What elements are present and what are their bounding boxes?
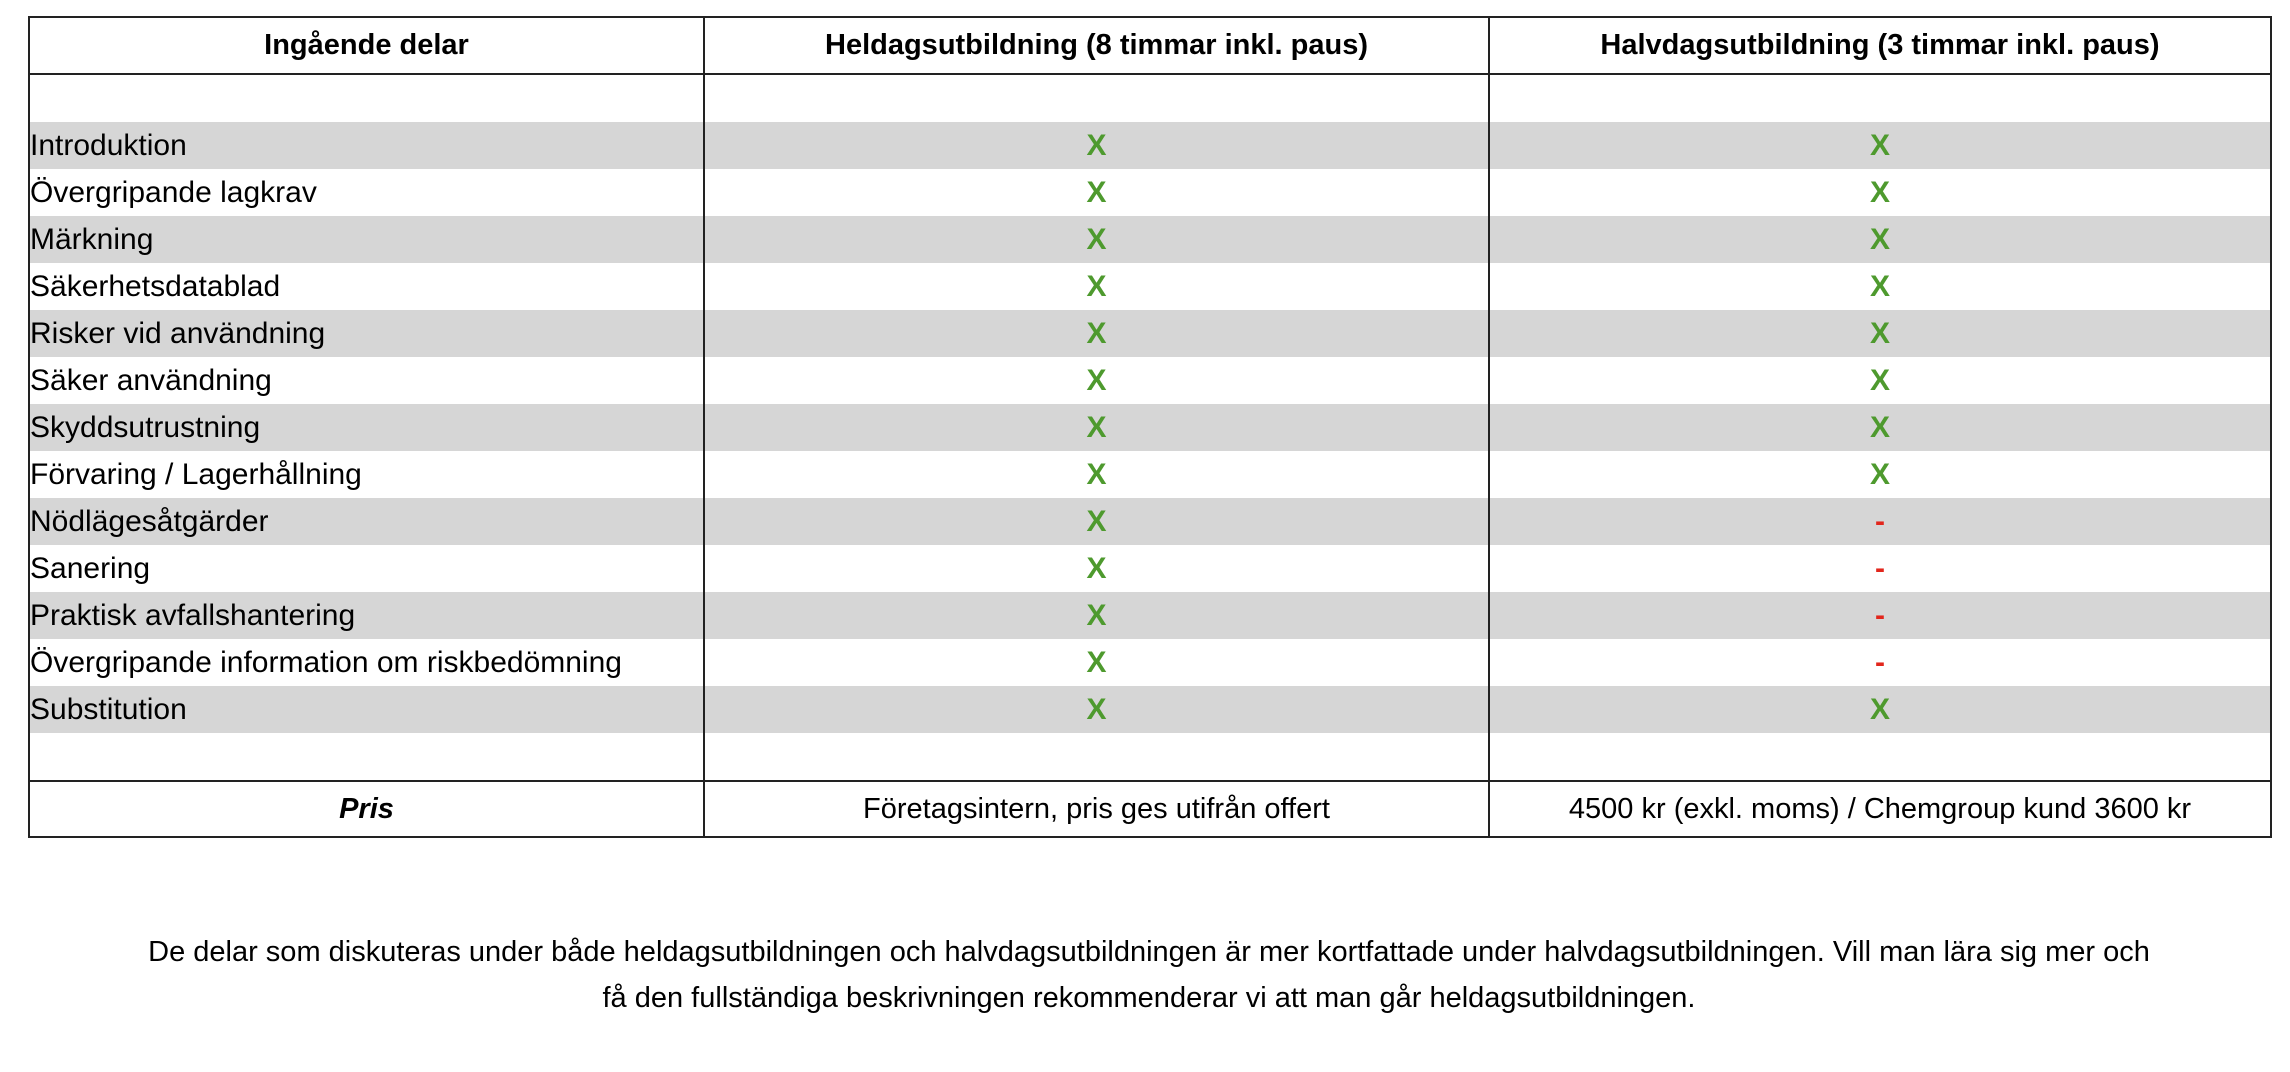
spacer-cell xyxy=(704,74,1489,122)
table-spacer-row xyxy=(29,733,2271,781)
table-row xyxy=(29,545,2271,592)
half-day-cell xyxy=(1489,686,2271,733)
included-mark: X xyxy=(1869,222,1890,256)
table-row xyxy=(29,592,2271,639)
row-label: Sanering xyxy=(29,545,704,592)
full-day-cell xyxy=(704,263,1489,310)
table-header-row xyxy=(29,17,2271,74)
included-mark: X xyxy=(1086,598,1107,632)
included-mark: X xyxy=(1086,692,1107,726)
table-row xyxy=(29,404,2271,451)
table-row xyxy=(29,357,2271,404)
full-day-cell xyxy=(704,357,1489,404)
included-mark: X xyxy=(1869,316,1890,350)
spacer-cell xyxy=(29,733,704,781)
full-day-cell xyxy=(704,169,1489,216)
row-label: Säker användning xyxy=(29,357,704,404)
included-mark: X xyxy=(1086,457,1107,491)
table-body xyxy=(29,74,2271,837)
included-mark: X xyxy=(1869,692,1890,726)
excluded-mark: - xyxy=(1875,551,1885,585)
excluded-mark: - xyxy=(1875,504,1885,538)
full-day-cell xyxy=(704,216,1489,263)
included-mark: X xyxy=(1869,363,1890,397)
half-day-cell xyxy=(1489,357,2271,404)
table-row xyxy=(29,122,2271,169)
table-row xyxy=(29,498,2271,545)
included-mark: X xyxy=(1086,269,1107,303)
half-day-cell xyxy=(1489,498,2271,545)
row-label: Praktisk avfallshantering xyxy=(29,592,704,639)
table-row xyxy=(29,451,2271,498)
half-day-cell xyxy=(1489,451,2271,498)
included-mark: X xyxy=(1086,363,1107,397)
half-day-cell xyxy=(1489,310,2271,357)
included-mark: X xyxy=(1869,128,1890,162)
included-mark: X xyxy=(1086,128,1107,162)
half-day-cell xyxy=(1489,263,2271,310)
price-half-day: 4500 kr (exkl. moms) / Chemgroup kund 3600 kr xyxy=(1489,781,2271,837)
included-mark: X xyxy=(1869,175,1890,209)
excluded-mark: - xyxy=(1875,645,1885,679)
table-row xyxy=(29,216,2271,263)
included-mark: X xyxy=(1086,645,1107,679)
row-label: Introduktion xyxy=(29,122,704,169)
footnote-line-2: få den fullständiga beskrivningen rekommenderar vi att man går heldagsutbildningen. xyxy=(602,982,1696,1014)
table-row xyxy=(29,310,2271,357)
row-label: Substitution xyxy=(29,686,704,733)
table-row xyxy=(29,169,2271,216)
row-label: Säkerhetsdatablad xyxy=(29,263,704,310)
footnote-line-1: De delar som diskuteras under både heldagsutbildningen och halvdagsutbildningen är mer kortfattade under halvdagsutbildningen. Vill man lära sig mer och xyxy=(148,936,2150,968)
spacer-cell xyxy=(29,74,704,122)
full-day-cell xyxy=(704,404,1489,451)
half-day-cell xyxy=(1489,592,2271,639)
included-mark: X xyxy=(1086,222,1107,256)
half-day-cell xyxy=(1489,639,2271,686)
half-day-cell xyxy=(1489,169,2271,216)
full-day-cell xyxy=(704,592,1489,639)
full-day-cell xyxy=(704,122,1489,169)
full-day-cell xyxy=(704,639,1489,686)
header-ingaende-delar: Ingående delar xyxy=(29,17,704,74)
row-label: Risker vid användning xyxy=(29,310,704,357)
spacer-cell xyxy=(704,733,1489,781)
full-day-cell xyxy=(704,451,1489,498)
excluded-mark: - xyxy=(1875,598,1885,632)
price-row xyxy=(29,781,2271,837)
table-row xyxy=(29,263,2271,310)
price-full-day: Företagsintern, pris ges utifrån offert xyxy=(704,781,1489,837)
header-halvdagsutbildning: Halvdagsutbildning (3 timmar inkl. paus) xyxy=(1489,17,2271,74)
row-label: Märkning xyxy=(29,216,704,263)
spacer-cell xyxy=(1489,74,2271,122)
full-day-cell xyxy=(704,310,1489,357)
included-mark: X xyxy=(1086,504,1107,538)
footnote xyxy=(28,929,2270,1021)
included-mark: X xyxy=(1086,410,1107,444)
row-label: Övergripande information om riskbedömning xyxy=(29,639,704,686)
included-mark: X xyxy=(1086,175,1107,209)
full-day-cell xyxy=(704,498,1489,545)
included-mark: X xyxy=(1869,457,1890,491)
spacer-cell xyxy=(1489,733,2271,781)
included-mark: X xyxy=(1086,551,1107,585)
table-row xyxy=(29,686,2271,733)
included-mark: X xyxy=(1086,316,1107,350)
half-day-cell xyxy=(1489,404,2271,451)
full-day-cell xyxy=(704,545,1489,592)
table-row xyxy=(29,639,2271,686)
full-day-cell xyxy=(704,686,1489,733)
row-label: Förvaring / Lagerhållning xyxy=(29,451,704,498)
header-heldagsutbildning: Heldagsutbildning (8 timmar inkl. paus) xyxy=(704,17,1489,74)
included-mark: X xyxy=(1869,410,1890,444)
price-label: Pris xyxy=(29,781,704,837)
row-label: Nödlägesåtgärder xyxy=(29,498,704,545)
half-day-cell xyxy=(1489,122,2271,169)
row-label: Skyddsutrustning xyxy=(29,404,704,451)
table-spacer-row xyxy=(29,74,2271,122)
course-comparison-table xyxy=(28,16,2272,838)
row-label: Övergripande lagkrav xyxy=(29,169,704,216)
half-day-cell xyxy=(1489,216,2271,263)
included-mark: X xyxy=(1869,269,1890,303)
half-day-cell xyxy=(1489,545,2271,592)
